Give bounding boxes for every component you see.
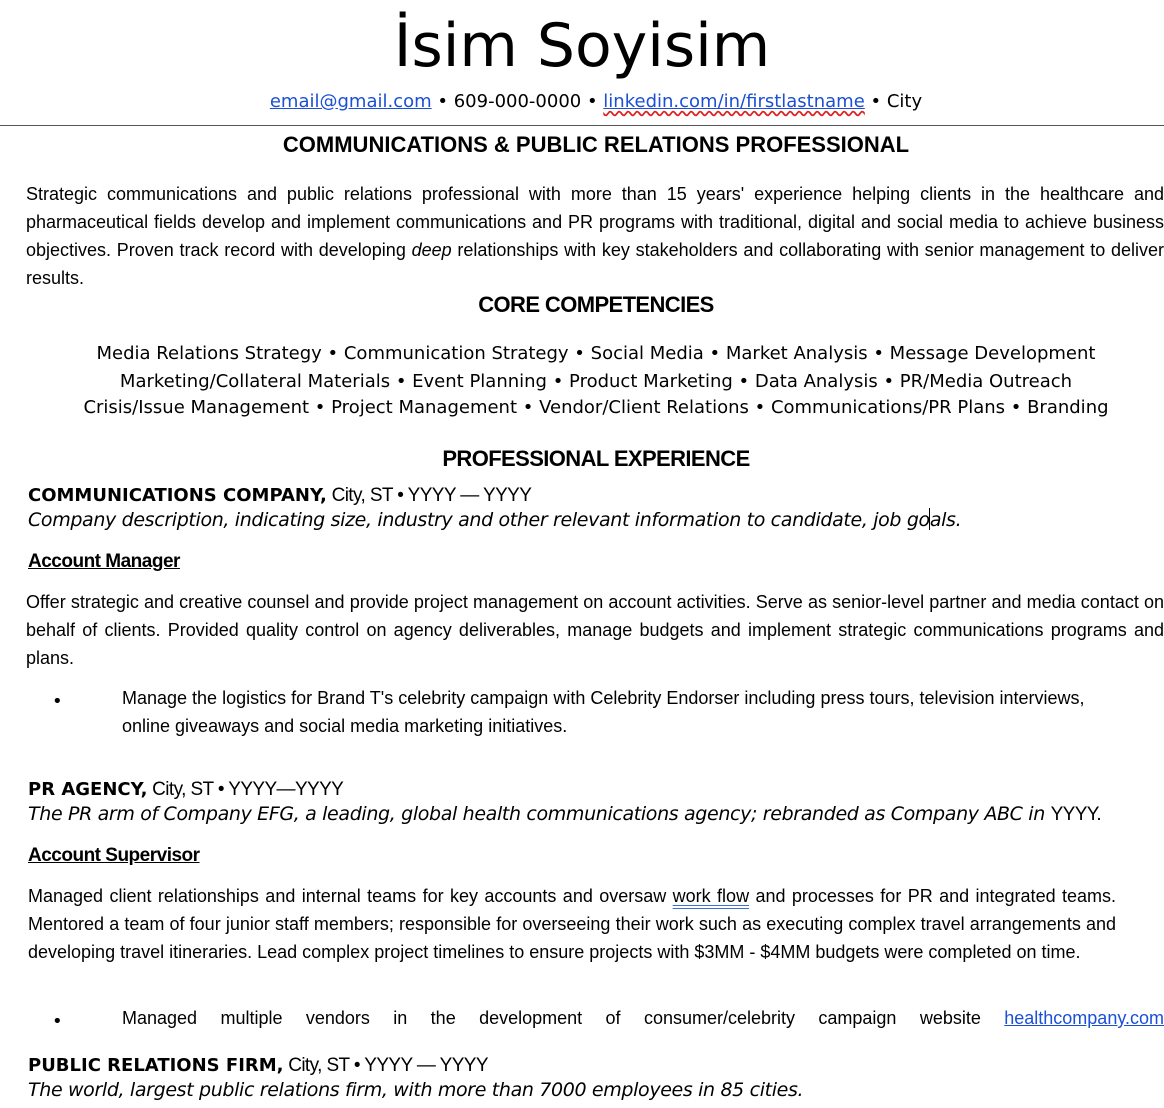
contact-line: [0, 90, 1164, 114]
achievement-bullet: Manage the logistics for Brand T's celebrity campaign with Celebrity Endorser including press tours, television interviews, online giveaways and social media marketing initiatives.: [122, 688, 1085, 736]
summary-paragraph: [26, 180, 1164, 292]
company-description-text: Company description, indicating size, industry and other relevant information to candidate, job go: [28, 509, 930, 531]
phone-number: 609-000-0000: [453, 91, 582, 112]
professional-title: COMMUNICATIONS & PUBLIC RELATIONS PROFESSIONAL: [282, 132, 910, 157]
company-description: [28, 802, 1101, 827]
job-description: [28, 882, 1116, 966]
separator: •: [581, 91, 604, 112]
work-flow-phrase: work flow: [672, 886, 750, 906]
summary-emphasis: deep: [411, 240, 452, 260]
company-description-text: The PR arm of Company EFG, a leading, global health communications agency; rebranded as Company ABC in: [28, 803, 1051, 825]
separator: •: [431, 91, 454, 112]
company-description: [28, 508, 961, 532]
city: City: [886, 91, 923, 112]
job-header: [28, 1054, 488, 1078]
job-header: [28, 778, 343, 802]
job-location-dates: City, ST • YYYY — YYYY: [283, 1055, 488, 1076]
core-competencies-heading: CORE COMPETENCIES: [478, 292, 714, 317]
company-name: COMMUNICATIONS COMPANY,: [28, 485, 327, 506]
email-link[interactable]: email@gmail.com: [269, 91, 432, 112]
header-divider: [0, 125, 1164, 126]
job-role: Account Supervisor: [28, 845, 200, 866]
linkedin-link-text: linkedin.com/in/firstlastname: [603, 91, 865, 112]
company-description-text-end: als.: [929, 509, 962, 531]
competency-line: Crisis/Issue Management • Project Management • Vendor/Client Relations • Communications/PR Plans • Branding: [83, 397, 1109, 418]
company-name: PUBLIC RELATIONS FIRM,: [28, 1055, 284, 1076]
job-role: Account Manager: [28, 551, 180, 572]
linkedin-link[interactable]: [603, 91, 865, 112]
company-description: The world, largest public relations firm, with more than 7000 employees in 85 cities.: [28, 1079, 804, 1101]
job-header: [28, 484, 531, 508]
competency-line: Media Relations Strategy • Communication Strategy • Social Media • Market Analysis • Message Development: [96, 343, 1096, 364]
healthcompany-link[interactable]: healthcompany.com: [1004, 1008, 1164, 1028]
candidate-name: İsim Soyisim: [393, 11, 771, 81]
job-description-text-end: and processes for PR and integrated teams. Mentored a team of four junior staff members; responsible for overseeing their work such as executing complex travel arrangements and developing travel itineraries. Lead complex project timelines to ensure projects with $3MM - $4MM budgets were completed on time.: [28, 886, 1116, 962]
job-location-dates: City, ST • YYYY — YYYY: [326, 485, 532, 506]
job-location-dates: City, ST • YYYY—YYYY: [147, 779, 344, 800]
professional-experience-heading: PROFESSIONAL EXPERIENCE: [442, 446, 750, 471]
company-name: PR AGENCY,: [28, 779, 148, 800]
bullet-icon: •: [52, 691, 63, 712]
separator: •: [864, 91, 887, 112]
bullet-icon: •: [52, 1011, 63, 1032]
summary-text-2: relationships with key stakeholders and collaborating with senior management to deliver results.: [26, 240, 1164, 288]
job-description-text: Managed client relationships and internal teams for key accounts and oversaw: [28, 886, 673, 906]
job-description: Offer strategic and creative counsel and provide project management on account activities. Serve as senior-level partner and media contact on behalf of clients. Provided quality control on agency deliverables, manage budgets and implement strategic communications programs and plans.: [26, 592, 1164, 668]
competency-line: Marketing/Collateral Materials • Event Planning • Product Marketing • Data Analysis • PR/Media Outreach: [119, 371, 1073, 392]
achievement-bullet: [122, 1004, 1164, 1032]
summary-text-1: Strategic communications and public relations professional with more than 15 years' experience helping clients in the healthcare and pharmaceutical fields develop and implement communications and PR programs with traditional, digital and social media to achieve business objectives. Proven track record with developing: [26, 184, 1164, 260]
achievement-bullet-text: Managed multiple vendors in the development of consumer/celebrity campaign website: [122, 1008, 1005, 1028]
company-description-year: YYYY.: [1050, 804, 1102, 825]
